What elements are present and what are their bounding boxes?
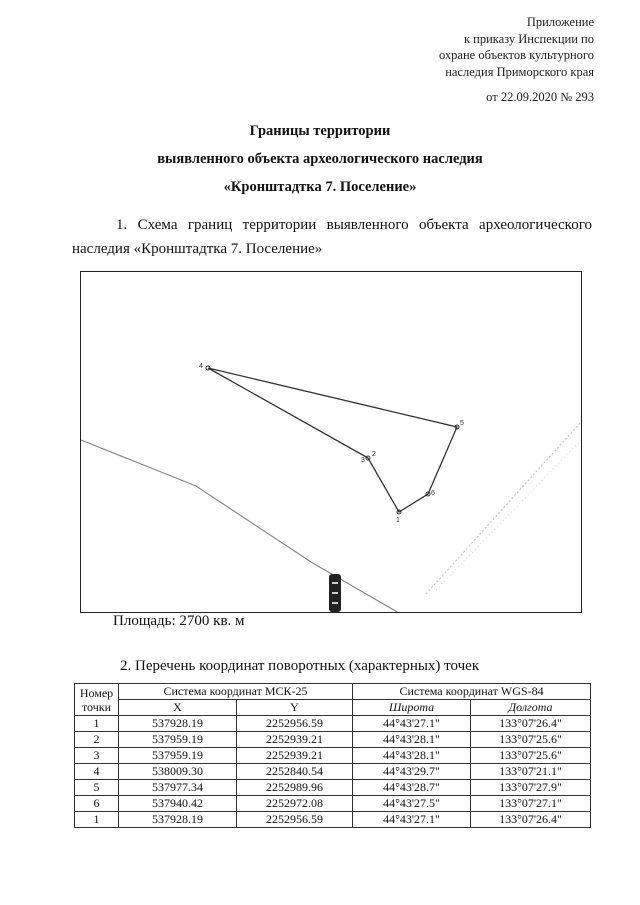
cell-lat: 44°43'28.7" <box>353 780 471 796</box>
header-y: Y <box>237 700 353 716</box>
header-point-line-1: Номер <box>79 685 114 700</box>
cell-lat: 44°43'29.7" <box>353 764 471 780</box>
cell-y: 2252939.21 <box>237 732 353 748</box>
table-row <box>75 764 591 780</box>
cell-lat: 44°43'28.1" <box>353 732 471 748</box>
cell-point: 6 <box>75 796 119 812</box>
document-title <box>0 117 640 201</box>
cell-y: 2252840.54 <box>237 764 353 780</box>
table-row <box>75 748 591 764</box>
cell-x: 537940.42 <box>119 796 237 812</box>
coordinates-table <box>74 683 591 828</box>
vertex-label-4: 4 <box>199 363 203 370</box>
dashed-trace <box>426 422 581 594</box>
cell-lon: 133°07'27.1" <box>471 796 591 812</box>
dashed-trace <box>436 440 581 590</box>
map-drawing <box>81 272 582 613</box>
table-row <box>75 812 591 828</box>
cell-point: 3 <box>75 748 119 764</box>
title-line-1: Границы территории <box>249 123 391 139</box>
section-2-heading: 2. Перечень координат поворотных (характерных) точек <box>120 658 480 674</box>
cell-x: 537928.19 <box>119 812 237 828</box>
vertex-label-2: 2 <box>372 451 376 458</box>
header-x: X <box>119 700 237 716</box>
cell-x: 538009.30 <box>119 764 237 780</box>
vertex-label-5: 5 <box>460 420 464 427</box>
cell-lon: 133°07'26.4" <box>471 716 591 732</box>
header-latitude: Широта <box>353 700 471 716</box>
vertex-label-6: 6 <box>431 490 435 497</box>
approval-line: охране объектов культурного <box>438 48 594 62</box>
cell-point: 2 <box>75 732 119 748</box>
header-point-line-2: точки <box>81 699 112 714</box>
table-row <box>75 780 591 796</box>
cell-x: 537928.19 <box>119 716 237 732</box>
cell-lat: 44°43'27.1" <box>353 716 471 732</box>
cell-y: 2252939.21 <box>237 748 353 764</box>
cell-lon: 133°07'26.4" <box>471 812 591 828</box>
boundary-polygon <box>208 368 457 512</box>
cell-lat: 44°43'28.1" <box>353 748 471 764</box>
cell-x: 537977.34 <box>119 780 237 796</box>
cell-x: 537959.19 <box>119 732 237 748</box>
cell-point: 4 <box>75 764 119 780</box>
boundary-map <box>80 271 582 613</box>
cell-y: 2252989.96 <box>237 780 353 796</box>
cell-lat: 44°43'27.1" <box>353 812 471 828</box>
approval-line: к приказу Инспекции по <box>463 31 594 46</box>
cell-point: 5 <box>75 780 119 796</box>
cell-lat: 44°43'27.5" <box>353 796 471 812</box>
cell-y: 2252972.08 <box>237 796 353 812</box>
order-reference: от 22.09.2020 № 293 <box>486 90 594 104</box>
title-line-2: выявленного объекта археологического наследия <box>157 151 483 167</box>
vertex-label-1: 1 <box>396 517 400 524</box>
cell-x: 537959.19 <box>119 748 237 764</box>
road-line <box>81 440 399 613</box>
cell-point: 1 <box>75 716 119 732</box>
cell-lon: 133°07'25.6" <box>471 748 591 764</box>
section-1-heading: 1. Схема границ территории выявленного объекта археологического наследия «Кронштадтка 7. Поселение» <box>72 217 592 257</box>
cell-y: 2252956.59 <box>237 812 353 828</box>
marker-post-icon <box>329 574 341 612</box>
header-wgs84: Система координат WGS-84 <box>353 684 591 700</box>
approval-line: Приложение <box>526 15 594 29</box>
area-label: Площадь: 2700 кв. м <box>113 613 245 629</box>
cell-lon: 133°07'21.1" <box>471 764 591 780</box>
table-row <box>75 716 591 732</box>
header-msk25: Система координат МСК-25 <box>119 684 353 700</box>
table-row <box>75 796 591 812</box>
approval-block <box>439 14 594 80</box>
vertex-label-3: 3 <box>361 457 365 464</box>
boundary-vertices <box>199 363 464 524</box>
approval-line: наследия Приморского края <box>445 64 594 79</box>
cell-lon: 133°07'25.6" <box>471 732 591 748</box>
table-row <box>75 732 591 748</box>
cell-point: 1 <box>75 812 119 828</box>
header-point-number <box>75 684 119 716</box>
header-longitude: Долгота <box>471 700 591 716</box>
title-line-3: «Кронштадтка 7. Поселение» <box>223 179 417 195</box>
cell-lon: 133°07'27.9" <box>471 780 591 796</box>
cell-y: 2252956.59 <box>237 716 353 732</box>
